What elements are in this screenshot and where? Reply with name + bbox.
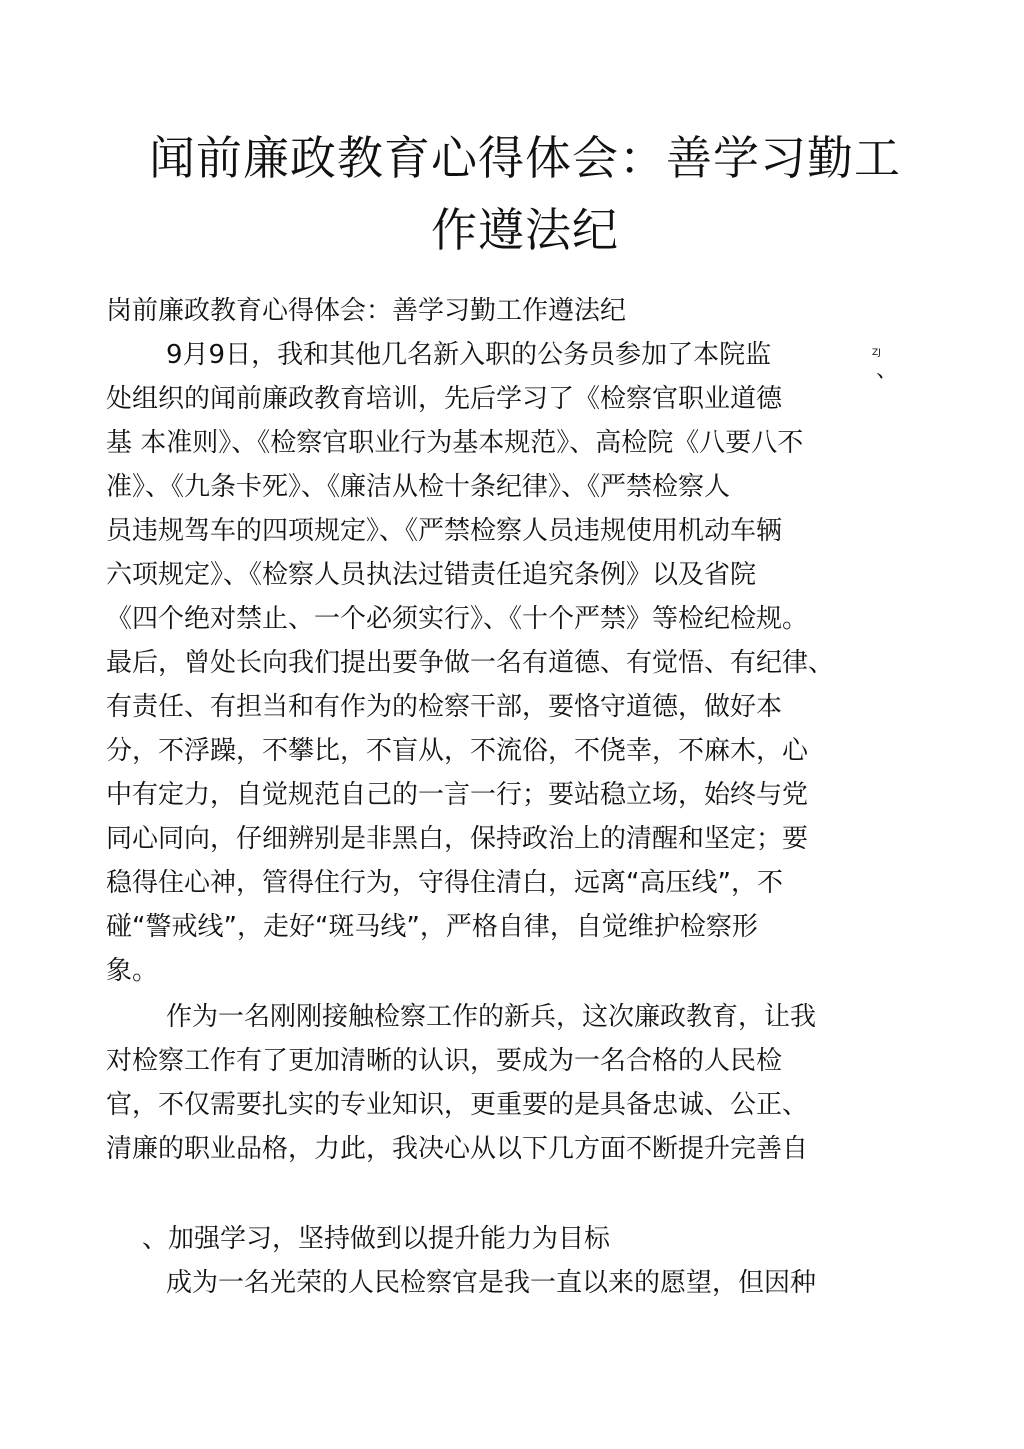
paragraph-1-line: 分，不浮躁，不攀比，不盲从，不流俗，不侥幸，不麻木，心 — [106, 736, 809, 766]
paragraph-1-line: 象。 — [106, 956, 159, 986]
paragraph-3-line: 成为一名光荣的人民检察官是我一直以来的愿望，但因种 — [166, 1268, 817, 1298]
paragraph-1-line: 处组织的闻前廉政教育培训，先后学习了《检察官职业道德 — [106, 384, 783, 414]
paragraph-1-line: 基 本准则》、《检察官职业行为基本规范》、高检院《八要八不 — [106, 428, 804, 458]
margin-mark: ZJ — [872, 348, 881, 358]
paragraph-1-line: 六项规定》、《检察人员执法过错责任追究条例》以及省院 — [106, 560, 757, 590]
paragraph-1-line: 最后，曾处长向我们提出要争做一名有道德、有觉悟、有纪律、 — [106, 648, 835, 678]
paragraph-1-line: 碰“警戒线”，走好“斑马线”，严格自律，自觉维护检察形 — [106, 912, 758, 942]
paragraph-1-line: 稳得住心神，管得住行为，守得住清白，远离“高压线”，不 — [106, 868, 783, 898]
document-title-line-1: 闻前廉政教育心得体会：善学习勤工 — [149, 131, 901, 185]
paragraph-2-line: 清廉的职业品格，力此，我决心从以下几方面不断提升完善自 — [106, 1134, 809, 1164]
paragraph-2-line: 对检察工作有了更加清晰的认识，要成为一名合格的人民检 — [106, 1046, 783, 1076]
paragraph-1-line: 中有定力，自觉规范自己的一言一行；要站稳立场，始终与党 — [106, 780, 809, 810]
paragraph-1-line: 员违规驾车的四项规定》、《严禁检察人员违规使用机动车辆 — [106, 516, 783, 546]
paragraph-1-line: 同心同向，仔细辨别是非黑白，保持政治上的清醒和坚定；要 — [106, 824, 809, 854]
section-heading: 、加强学习，坚持做到以提升能力为目标 — [142, 1224, 611, 1254]
paragraph-2-line: 作为一名刚刚接触检察工作的新兵，这次廉政教育，让我 — [166, 1002, 817, 1032]
paragraph-2-line: 官，不仅需要扎实的专业知识，更重要的是具备忠诚、公正、 — [106, 1090, 809, 1120]
document-title-line-2: 作遵法纪 — [431, 203, 619, 257]
paragraph-1-line: 《四个绝对禁止、一个必须实行》、《十个严禁》等检纪检规。 — [106, 604, 809, 634]
margin-comma: 、 — [876, 358, 899, 383]
paragraph-1-line: 9月9日，我和其他几名新入职的公务员参加了本院监 — [166, 340, 772, 370]
body-heading: 岗前廉政教育心得体会：善学习勤工作遵法纪 — [106, 296, 627, 326]
paragraph-1-line: 有责任、有担当和有作为的检察干部，要恪守道德，做好本 — [106, 692, 783, 722]
paragraph-1-line: 准》、《九条卡死》、《廉洁从检十条纪律》、《严禁检察人 — [106, 472, 731, 502]
